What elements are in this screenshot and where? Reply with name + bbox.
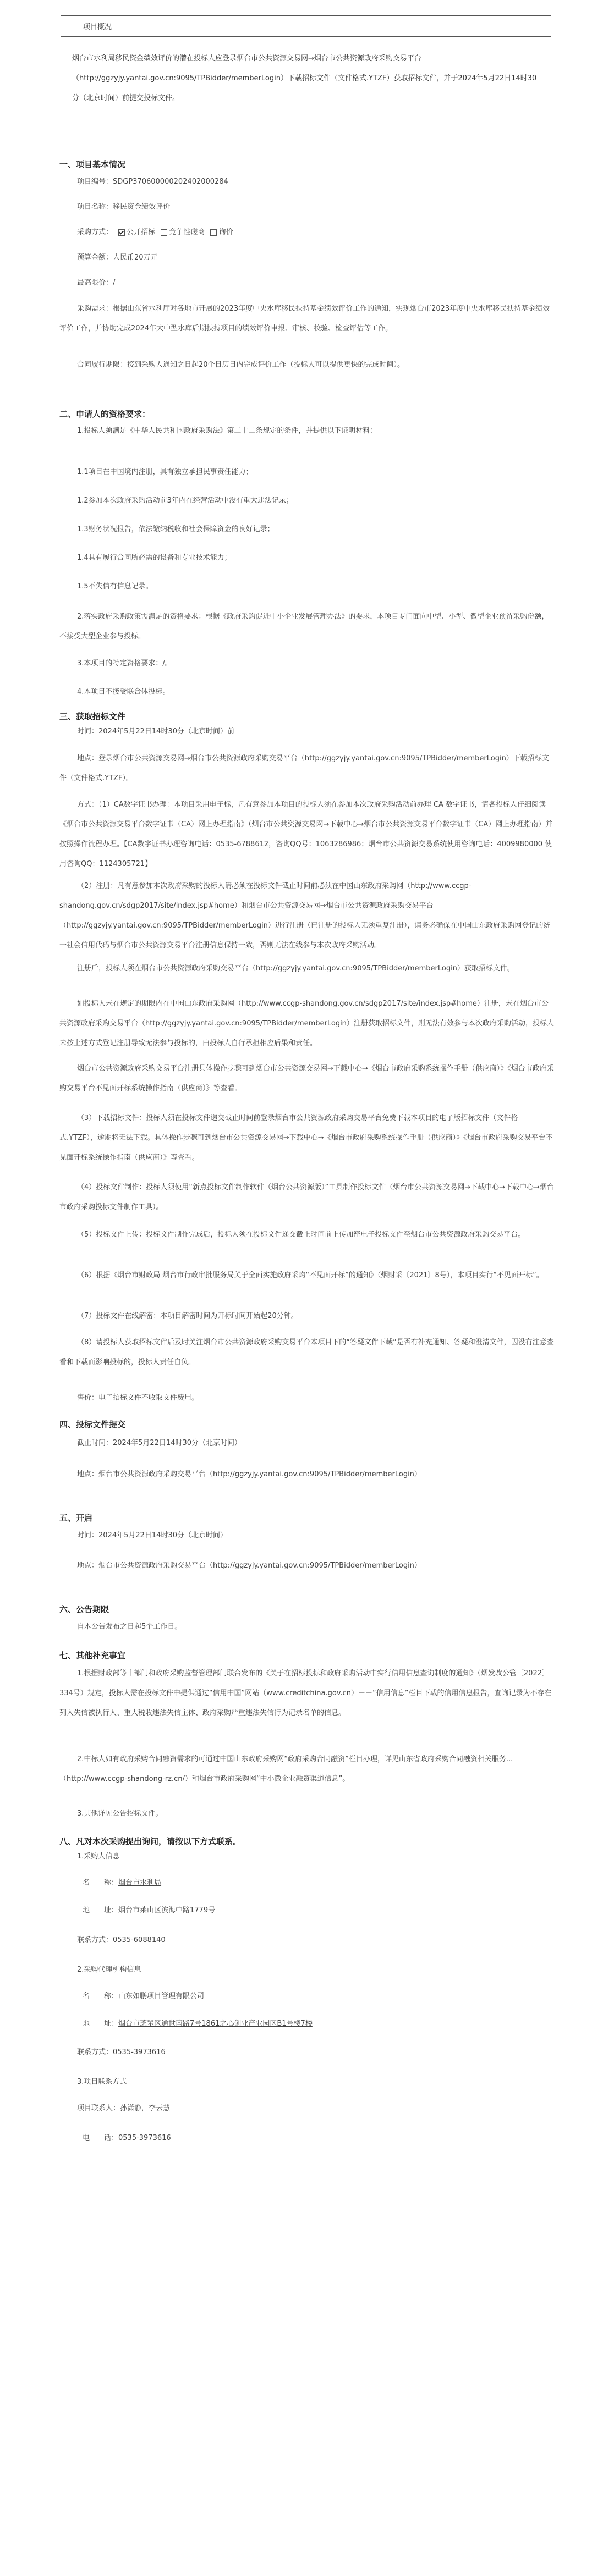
agent-name-value: 山东如鹏项目管理有限公司	[118, 1992, 205, 2000]
opening-time-label: 时间：	[77, 1531, 99, 1540]
qualification-item: 1.1项目在中国境内注册，具有独立承担民事责任能力；	[77, 468, 253, 476]
purchaser-address-value: 烟台市莱山区滨海中路1779号	[118, 1906, 216, 1915]
person-label: 项目联系人：	[77, 2104, 120, 2112]
method-option-negotiation: 竞争性磋商	[169, 228, 205, 236]
contact-label: 联系方式：	[77, 2048, 113, 2056]
supplement-credit: 1.根据财政部等十部门和政府采购监督管理部门联合发布的《关于在招标投标和政府采购活动中实行信用信息查询制度的通知》（烟发改公管〔2022〕334号）规定，投标人需在投标文件中提供通过“信用中国”网站（www.creditchina.gov.cn）－－“信用信息”栏目下载的信用信息报告，查询记录为不存在列入失信被执行人、重大税收违法失信主体、政府采购严重违法失信行为记录名单的信息。	[59, 1669, 552, 1717]
name-label: 名 称：	[83, 1879, 119, 1887]
register-warning: 如投标人未在规定的期限内在中国山东政府采购网（http://www.ccgp-shandong.gov.cn/sdgp2017/site/index.jsp#home）注册，未在烟台市公共资源政府采购交易平台（http://ggzyjy.yantai.gov.cn:9095/TPBidder/memberLogin）注册获取招标文件，则无法有效参与本次政府采购活动，投标人未按上述方式登记注册导致无法参与投标的，由投标人自行承担相应后果和责任。	[59, 1000, 554, 1047]
opening-time-value: 2024年5月22日14时30分	[98, 1531, 184, 1540]
agent-info-heading: 2.采购代理机构信息	[77, 1966, 141, 1974]
agent-phone: 0535-3973616	[113, 2048, 166, 2056]
overview-url-link[interactable]: http://ggzyjy.yantai.gov.cn:9095/TPBidder/memberLogin	[79, 74, 281, 82]
purchase-method	[77, 223, 556, 242]
contract-period: 合同履行期限：接到采购人通知之日起20个日历日内完成评价工作（投标人可以提供更快的完成时间）。	[77, 361, 405, 369]
section4-heading: 四、投标文件提交	[59, 1420, 126, 1430]
agent-address	[83, 2015, 561, 2033]
purchaser-name	[83, 1874, 561, 1893]
submit-place: 地点：烟台市公共资源政府采购交易平台（http://ggzyjy.yantai.gov.cn:9095/TPBidder/memberLogin）	[77, 1470, 421, 1479]
checkbox-icon	[118, 229, 125, 236]
register-note: 注册后，投标人须在烟台市公共资源政府采购交易平台（http://ggzyjy.yantai.gov.cn:9095/TPBidder/memberLogin）获取招标文件。	[77, 964, 514, 973]
name-label: 名 称：	[83, 1992, 119, 2000]
document-price: 售价：电子招标文件不收取文件费用。	[77, 1394, 199, 1402]
obtain-place: 地点：登录烟台市公共资源交易网→烟台市公共资源政府采购交易平台（http://ggzyjy.yantai.gov.cn:9095/TPBidder/memberLogin）下载招标文件（文件格式.YTZF）。	[59, 754, 549, 782]
opening-time	[77, 1526, 556, 1545]
project-contact-phone	[83, 2129, 561, 2148]
tel-label: 电 话：	[83, 2134, 119, 2142]
purchaser-name-value: 烟台市水利局	[118, 1879, 162, 1887]
method-option-open-tender: 公开招标	[127, 228, 156, 236]
overview-text	[72, 49, 540, 108]
deadline-suffix: （北京时间）	[199, 1439, 242, 1447]
checkbox-icon	[210, 229, 217, 236]
project-contact-phone-value: 0535-3973616	[118, 2134, 171, 2142]
overview-deadline: 2024年5月22日14时30分	[72, 74, 537, 102]
operation-guide: 烟台市公共资源政府采购交易平台注册具体操作步骤可到烟台市公共资源交易网→下载中心→《烟台市政府采购系统操作手册（供应商）》《烟台市政府采购交易平台不见面开标系统操作指南（供应商）》等查看。	[59, 1064, 554, 1093]
section8-heading: 八、凡对本次采购提出询问，请按以下方式联系。	[59, 1836, 242, 1846]
qualification-item: 1.5不失信有信息记录。	[77, 582, 153, 591]
bid-file-software: （4）投标文件制作：投标人须使用“新点投标文件制作软件（烟台公共资源版）”工具制作投标文件（烟台市公共资源交易网→下载中心→下载中心→烟台市政府采购投标文件制作工具）。	[59, 1183, 554, 1211]
purchase-demand: 采购需求：根据山东省水利厅对各地市开展的2023年度中央水库移民扶持基金绩效评价工作的通知，实现烟台市2023年度中央水库移民扶持基金绩效评价工作，并协助完成2024年大中型水库后期扶持项目的绩效评价申报、审核、校验、检查评估等工作。	[59, 305, 550, 333]
attention-note: （8）请投标人获取招标文件后及时关注烟台市公共资源政府采购交易平台本项目下的“答疑文件下载”是否有补充通知、答疑和澄清文件，因没有注意查看和下载而影响投标的，投标人责任自负。	[59, 1338, 554, 1366]
overview-part1: 烟台市水利局移民资金绩效评价的潜在投标人应登录烟台市公共资源交易网→烟台市公共资源政府采购交易平台（	[72, 54, 421, 82]
download-bid-docs: （3）下载招标文件：投标人须在投标文件递交截止时间前登录烟台市公共资源政府采购交易平台免费下载本项目的电子版招标文件（文件格式.YTZF），逾期将无法下载。具体操作步骤可到烟台市公共资源交易网→下载中心→《烟台市政府采购系统操作手册（供应商）》《烟台市政府采购交易平台不见面开标系统操作指南（供应商）》等查看。	[59, 1114, 553, 1162]
bid-file-upload: （5）投标文件上传：投标文件制作完成后，投标人须在投标文件递交截止时间前上传加密电子投标文件至烟台市公共资源政府采购交易平台。	[77, 1231, 525, 1239]
purchaser-contact	[77, 1931, 556, 1950]
section3-heading: 三、获取招标文件	[59, 711, 126, 721]
max-price: 最高限价：/	[77, 279, 116, 287]
supplement-financing: 2.中标人如有政府采购合同融资需求的可通过中国山东政府采购网“政府采购合同融资”栏目办理，详见山东省政府采购合同融资相关服务...（http://www.ccgp-shandong-rz.cn/）和烟台市政府采购网“中小微企业融资渠道信息”。	[59, 1755, 513, 1783]
section5-heading: 五、开启	[59, 1513, 93, 1523]
overview-part2: ）下载招标文件（文件格式.YTZF）获取招标文件，并于	[280, 74, 458, 82]
agent-name	[83, 1987, 561, 2006]
overview-title-box	[61, 15, 551, 35]
opening-time-suffix: （北京时间）	[184, 1531, 228, 1540]
purchaser-address	[83, 1901, 561, 1920]
qualification-intro: 1.投标人须满足《中华人民共和国政府采购法》第二十二条规定的条件，并提供以下证明材料：	[77, 427, 377, 435]
overview-box	[61, 36, 551, 133]
project-number: 项目编号：SDGP370600000202402000284	[77, 178, 228, 186]
section1-heading: 一、项目基本情况	[59, 159, 126, 169]
qualification-item: 1.4具有履行合同所必需的设备和专业技术能力；	[77, 554, 232, 562]
address-label: 地 址：	[83, 1906, 119, 1915]
agent-address-value: 烟台市芝罘区通世南路7号1861之心创业产业园区B1号楼7楼	[118, 2020, 313, 2028]
section7-heading: 七、其他补充事宜	[59, 1651, 126, 1661]
no-meeting-notice: （6）根据《烟台市财政局 烟台市行政审批服务局关于全面实施政府采购“不见面开标”的通知》（烟财采〔2021〕8号），本项目实行“不见面开标”。	[77, 1271, 544, 1279]
contact-label: 联系方式：	[77, 1936, 113, 1944]
qualification-item: 1.2参加本次政府采购活动前3年内在经营活动中没有重大违法记录；	[77, 497, 293, 505]
method-option-inquiry: 询价	[218, 228, 233, 236]
purchaser-info-heading: 1.采购人信息	[77, 1852, 120, 1861]
obtain-method-ca: 方式：（1）CA数字证书办理：本项目采用电子标，凡有意参加本项目的投标人须在参加本次政府采购活动前办理 CA 数字证书，请各投标人仔细阅读《烟台市公共资源交易平台数字证书（CA）网上办理指南》（烟台市公共资源交易网→下载中心→烟台市公共资源交易平台数字证书（CA）网上办理指南）并按照操作流程办理。【CA数字证书办理咨询电话：0535-6788612，咨询QQ号：1063286986；烟台市公共资源交易系统使用咨询电话：4009980000 使用咨询QQ：1124305721】	[59, 801, 553, 868]
checkbox-icon	[161, 229, 167, 236]
deadline-label: 截止时间：	[77, 1439, 113, 1447]
policy-requirement: 2.落实政府采购政策需满足的资格要求：根据《政府采购促进中小企业发展管理办法》的要求，本项目专门面向中型、小型、微型企业预留采购份额，不接受大型企业参与投标。	[59, 613, 549, 641]
obtain-method-register: （2）注册：凡有意参加本次政府采购的投标人请必须在投标文件截止时间前必须在中国山东政府采购网（http://www.ccgp-shandong.gov.cn/sdgp2017/site/index.jsp#home）和烟台市公共资源交易网→烟台市公共资源政府采购交易平台（http://ggzyjy.yantai.gov.cn:9095/TPBidder/memberLogin）进行注册（已注册的投标人无须重复注册），请务必确保在中国山东政府采购网登记的统一社会信用代码与烟台市公共资源交易平台注册信息保持一致，否则无法在线参与本次政府采购活动。	[59, 882, 551, 950]
qualification-item: 1.3财务状况报告，依法缴纳税收和社会保障资金的良好记录；	[77, 525, 275, 533]
project-contact-person-value: 孙潇静，李云慧	[120, 2104, 171, 2112]
project-contact-heading: 3.项目联系方式	[77, 2078, 127, 2086]
decrypt-time: （7）投标文件在线解密：本项目解密时间为开标时间开始起20分钟。	[77, 1312, 298, 1320]
special-requirement: 3.本项目的特定资格要求：/。	[77, 659, 172, 668]
supplement-other: 3.其他详见公告招标文件。	[77, 1810, 163, 1818]
deadline-value: 2024年5月22日14时30分	[113, 1439, 199, 1447]
purchaser-phone: 0535-6088140	[113, 1936, 166, 1944]
overview-title: 项目概况	[83, 23, 112, 31]
agent-contact	[77, 2043, 556, 2062]
budget: 预算金额：人民币20万元	[77, 253, 158, 262]
section2-heading: 二、申请人的资格要求：	[59, 409, 151, 419]
obtain-time: 时间：2024年5月22日14时30分（北京时间）前	[77, 727, 234, 736]
project-contact-person	[77, 2099, 556, 2118]
project-name: 项目名称：移民资金绩效评价	[77, 203, 171, 211]
method-label: 采购方式：	[77, 228, 113, 236]
address-label: 地 址：	[83, 2020, 119, 2028]
announcement-period: 自本公告发布之日起5个工作日。	[77, 1623, 182, 1631]
opening-place: 地点：烟台市公共资源政府采购交易平台（http://ggzyjy.yantai.gov.cn:9095/TPBidder/memberLogin）	[77, 1562, 421, 1570]
overview-part3: （北京时间）前提交投标文件。	[79, 94, 180, 102]
submit-deadline	[77, 1434, 556, 1453]
section6-heading: 六、公告期限	[59, 1604, 109, 1614]
consortium-note: 4.本项目不接受联合体投标。	[77, 688, 170, 696]
